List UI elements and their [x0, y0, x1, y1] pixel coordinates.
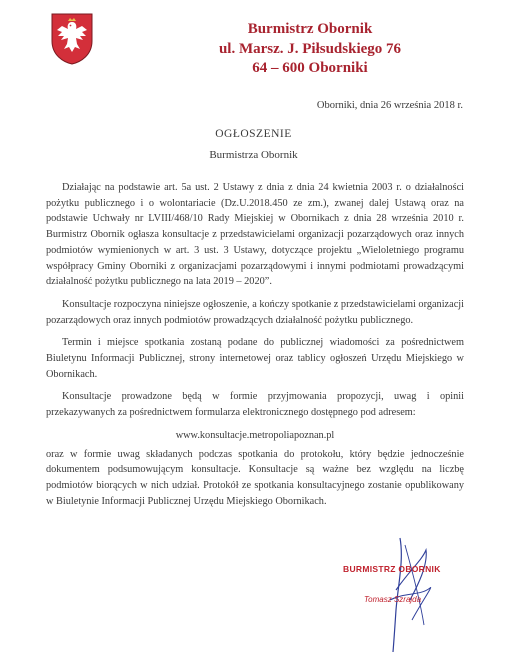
handwritten-signature: [360, 530, 470, 655]
paragraph-consultation-form: Konsultacje prowadzone będą w formie przyjmowania propozycji, uwag i opinii przekazywanych za pośrednictwem formularza elektronicznego dostępnego pod adresem:: [46, 391, 464, 419]
letterhead-street: ul. Marsz. J. Piłsudskiego 76: [218, 40, 402, 57]
letterhead: [160, 20, 460, 79]
paragraph-legal-basis: Działając na podstawie art. 5a ust. 2 Ustawy z dnia z dnia 24 kwietnia 2003 r. o działalności pożytku publicznego i o wolontariacie (Dz.U.2018.450 ze zm.), zwanej dalej Ustawą oraz na podstawie Uchwały nr LVIII/468/10 Rady Miejskiej w Obornikach z dnia 28 września 2010 r. Burmistrz Obornik ogłasza konsultacje z przedstawicielami organizacji pozarządowych oraz innych podmiotów wymienionych w art. 3 ust. 3 Ustawy, dotyczące projektu „Wieloletniego programu współpracy Gminy Oborniki z organizacjami pozarządowymi i innymi podmiotami prowadzącymi działalność pożytku publicznego na lata 2019 – 2020”.: [46, 182, 464, 288]
official-stamp-title: BURMISTRZ OBORNIK: [343, 564, 441, 574]
document-date: Oborniki, dnia 26 września 2018 r.: [316, 100, 463, 111]
paragraph-meeting-info: Termin i miejsce spotkania zostaną podane do publicznej wiadomości za pośrednictwem Biuletynu Informacji Publicznej, strony internetowej oraz tablicy ogłoszeń Urzędu Miejskiego w Obornikach.: [46, 337, 464, 380]
letterhead-postcode: 64 – 600 Oborniki: [252, 60, 368, 76]
letterhead-office: Burmistrz Obornik: [247, 21, 373, 37]
document-title: OGŁOSZENIE: [215, 128, 292, 140]
consultation-link[interactable]: www.konsultacje.metropoliapoznan.pl: [175, 429, 335, 441]
document-body: [46, 180, 464, 516]
paragraph-consultation-period: Konsultacje rozpoczyna niniejsze ogłoszenie, a kończy spotkanie z przedstawicielami organizacji pozarządowych oraz innych podmiotów prowadzących działalność pożytku publicznego.: [46, 298, 464, 326]
official-stamp-name: Tomasz Szrajda: [364, 595, 422, 604]
coat-of-arms-logo: [51, 13, 93, 65]
document-subtitle: Burmistrza Obornik: [209, 149, 298, 161]
paragraph-closing: oraz w formie uwag składanych podczas spotkania do protokołu, który będzie jednocześnie dokumentem podsumowującym konsultacje. Konsultacje są ważne bez względu na liczbę podmiotów biorących w nich udział. Protokół ze spotkania konsultacyjnego zostanie opublikowany w Biuletynie Informacji Publicznej Urzędu Miejskiego Obornikach.: [46, 448, 464, 507]
